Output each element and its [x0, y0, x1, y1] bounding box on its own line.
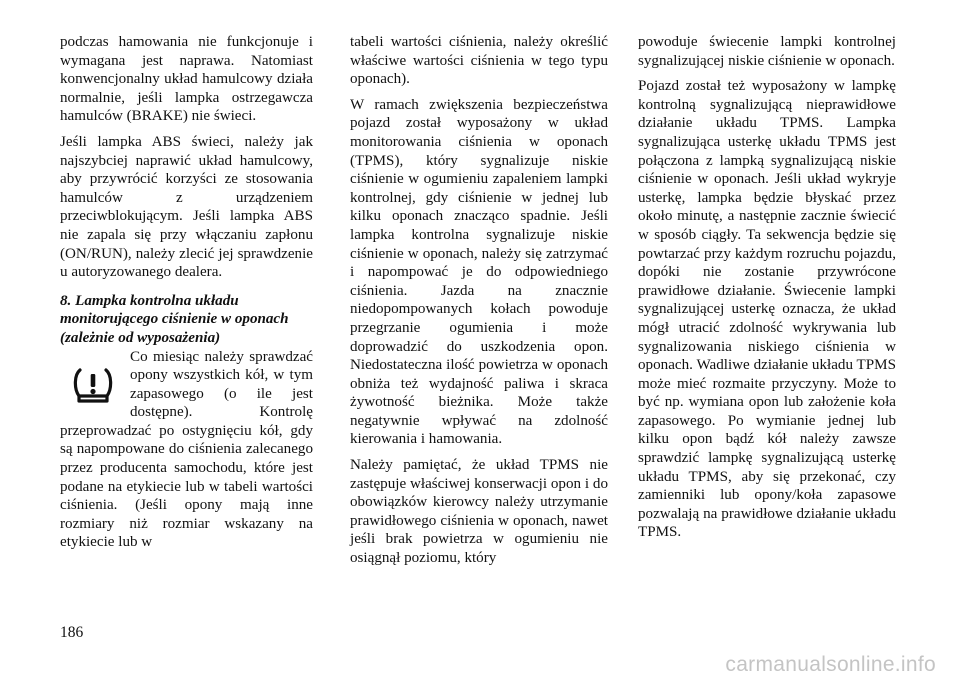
section-heading: 8. Lampka kontrolna układu monitorującego ciśnienie w oponach (zależnie od wyposażenia) [60, 292, 289, 346]
watermark: carmanualsonline.info [725, 653, 936, 676]
paragraph-with-icon [60, 348, 313, 553]
tire-pressure-warning-icon [60, 350, 126, 420]
column-2 [350, 33, 608, 575]
column-1 [60, 33, 313, 559]
column-3 [638, 33, 896, 549]
paragraph: Pojazd został też wyposażony w lampkę kontrolną sygnalizującą nieprawidłowe działanie układu TPMS. Lampka sygnalizująca usterkę układu TPMS jest połączona z lampką sygnalizującą niskie ciśnienie w oponach. Jeśli układ wykryje usterkę, lampka będzie błyskać przez około minutę, a następnie zacznie świecić w sposób ciągły. Ta sekwencja będzie się powtarzać przy każdym rozruchu pojazdu, dopóki nie zostanie przywrócone prawidłowe działanie. Świecenie lampki sygnalizującej usterkę oznacza, że układ mógł utracić zdolność wykrywania lub sygnalizowania niskiego ciśnienia w oponach. Wadliwe działanie układu TPMS może mieć rozmaite przyczyny. Może to być np. wymiana opon lub założenie koła zapasowego. Po wymianie jednej lub kilku opon bądź kół należy zawsze sprawdzić lampkę sygnalizującą usterkę układu TPMS, aby się przekonać, czy zamienniki lub opony/koła zapasowe pozwalają na prawidłowe działanie układu TPMS. [638, 78, 896, 541]
paragraph: podczas hamowania nie funkcjonuje i wymagana jest naprawa. Natomiast konwencjonalny układ hamulcowy działa normalnie, jeśli lampka ostrzegawcza hamulców (BRAKE) nie świeci. [60, 34, 313, 125]
paragraph: powoduje świecenie lampki kontrolnej sygnalizującej niskie ciśnienie w oponach. [638, 34, 896, 69]
paragraph: Jeśli lampka ABS świeci, należy jak najszybciej naprawić układ hamulcowy, aby przywrócić korzyści ze stosowania hamulców z urządzeniem przeciwblokującym. Jeśli lampka ABS nie zapala się przy włączaniu zapłonu (ON/RUN), należy zlecić jej sprawdzenie u autoryzowanego dealera. [60, 133, 313, 281]
paragraph-text: Co miesiąc należy sprawdzać opony wszystkich kół, w tym zapasowego (o ile jest dostępne). Kontrolę przeprowadzać po ostygnięciu kół, gdy są napompowane do ciśnienia zalecanego przez producenta samochodu, które jest podane na etykiecie lub w tabeli wartości ciśnienia. (Jeśli opony mają inne rozmiary niż rozmiar wskazany na etykiecie lub w [60, 348, 313, 551]
paragraph: tabeli wartości ciśnienia, należy określić właściwe wartości ciśnienia w tego typu oponach). [350, 34, 608, 88]
paragraph: Należy pamiętać, że układ TPMS nie zastępuje właściwej konserwacji opon i do obowiązków kierowcy należy utrzymanie prawidłowego ciśnienia w oponach, nawet jeśli brak powietrza w ogumieniu nie osiągnął poziomu, który [350, 457, 608, 567]
paragraph: W ramach zwiększenia bezpieczeństwa pojazd został wyposażony w układ monitorowania ciśnienia w oponach (TPMS), który sygnalizuje niskie ciśnienie w ogumieniu zapaleniem lampki kontrolnej, gdy ciśnienie w jednej lub kilku oponach znacząco spadnie. Jeśli lampka kontrolna sygnalizuje niskie ciśnienie w oponach, należy się zatrzymać i napompować je do odpowiedniego ciśnienia. Jazda na znacznie niedopompowanych kołach powoduje przegrzanie ogumienia i może doprowadzić do uszkodzenia opon. Niedostateczna ilość powietrza w oponach obniża też wydajność paliwa i skraca żywotność bieżnika. Może także negatywnie wpływać na zdolność kierowania i hamowania. [350, 96, 608, 448]
page-number: 186 [60, 624, 84, 641]
